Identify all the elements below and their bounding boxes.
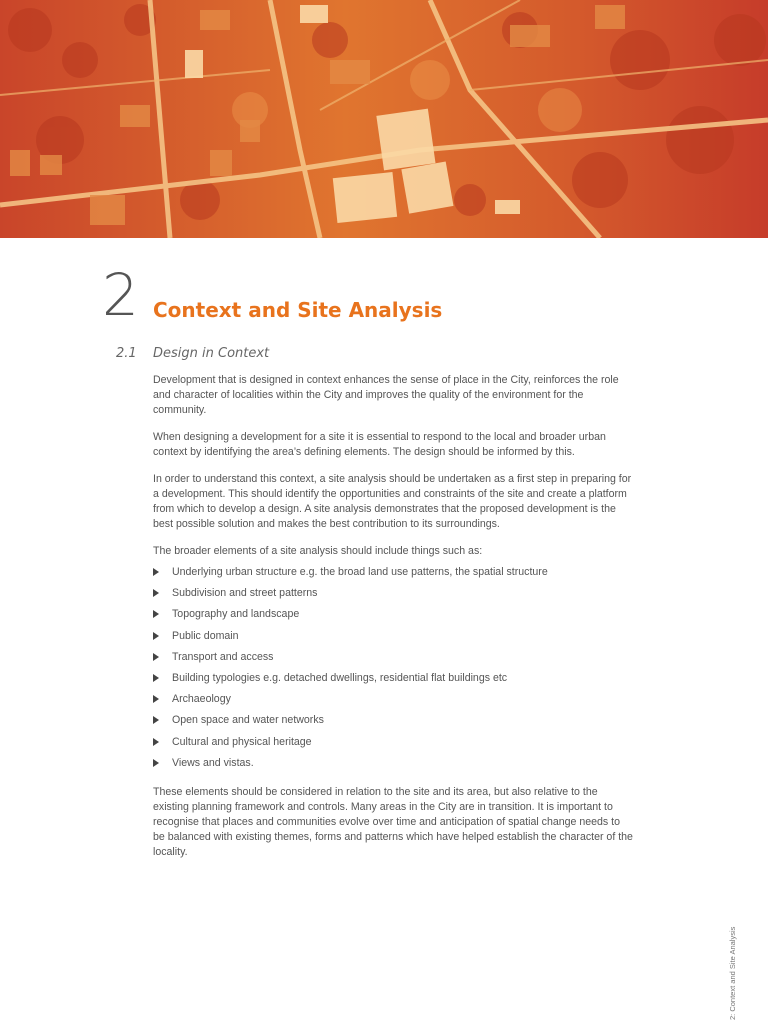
section-title: Design in Context [153, 346, 270, 361]
chapter-number: 2 [102, 261, 138, 329]
body-text [153, 373, 633, 872]
vertical-chapter-label: 2: Context and Site Analysis [728, 926, 737, 1020]
list-item: Cultural and physical heritage [153, 735, 633, 756]
paragraph: In order to understand this context, a site analysis should be undertaken as a first step in preparing for a development. This should identify the opportunities and constraints of the site and create a platform from which to develop a design. A site analysis demonstrates that the proposed development is the best possible solution and makes the best contribution to its surroundings. [153, 473, 632, 530]
paragraph: Development that is designed in context enhances the sense of place in the City, reinforces the role and character of localities within the City and improves the quality of the environment for the community. [153, 374, 619, 416]
triangle-bullet-icon [153, 653, 159, 661]
paragraph: The broader elements of a site analysis should include things such as: [153, 545, 483, 557]
list-item: Archaeology [153, 692, 633, 713]
section-number: 2.1 [116, 346, 137, 361]
site-analysis-elements-list [153, 565, 633, 777]
triangle-bullet-icon [153, 610, 159, 618]
triangle-bullet-icon [153, 674, 159, 682]
triangle-bullet-icon [153, 632, 159, 640]
list-item: Views and vistas. [153, 756, 633, 777]
triangle-bullet-icon [153, 568, 159, 576]
triangle-bullet-icon [153, 738, 159, 746]
list-item: Topography and landscape [153, 607, 633, 628]
list-item: Transport and access [153, 650, 633, 671]
aerial-photo-image [0, 0, 768, 238]
triangle-bullet-icon [153, 695, 159, 703]
hero-aerial-photo [0, 0, 768, 238]
triangle-bullet-icon [153, 716, 159, 724]
triangle-bullet-icon [153, 589, 159, 597]
list-item: Subdivision and street patterns [153, 586, 633, 607]
chapter-title: Context and Site Analysis [153, 298, 443, 322]
paragraph: When designing a development for a site it is essential to respond to the local and broader urban context by identifying the area’s defining elements. The design should be informed by this. [153, 431, 606, 458]
closing-paragraph: These elements should be considered in relation to the site and its area, but also relative to the existing planning framework and controls. Many areas in the City are in transition. It is important to recognise that places and communities evolve over time and anticipation of spatial change needs to be balanced with existing themes, forms and patterns which have helped establish the character of the locality. [153, 785, 633, 858]
list-item: Open space and water networks [153, 713, 633, 734]
list-item: Underlying urban structure e.g. the broad land use patterns, the spatial structure [153, 565, 633, 586]
list-item: Public domain [153, 629, 633, 650]
triangle-bullet-icon [153, 759, 159, 767]
list-item: Building typologies e.g. detached dwellings, residential flat buildings etc [153, 671, 633, 692]
